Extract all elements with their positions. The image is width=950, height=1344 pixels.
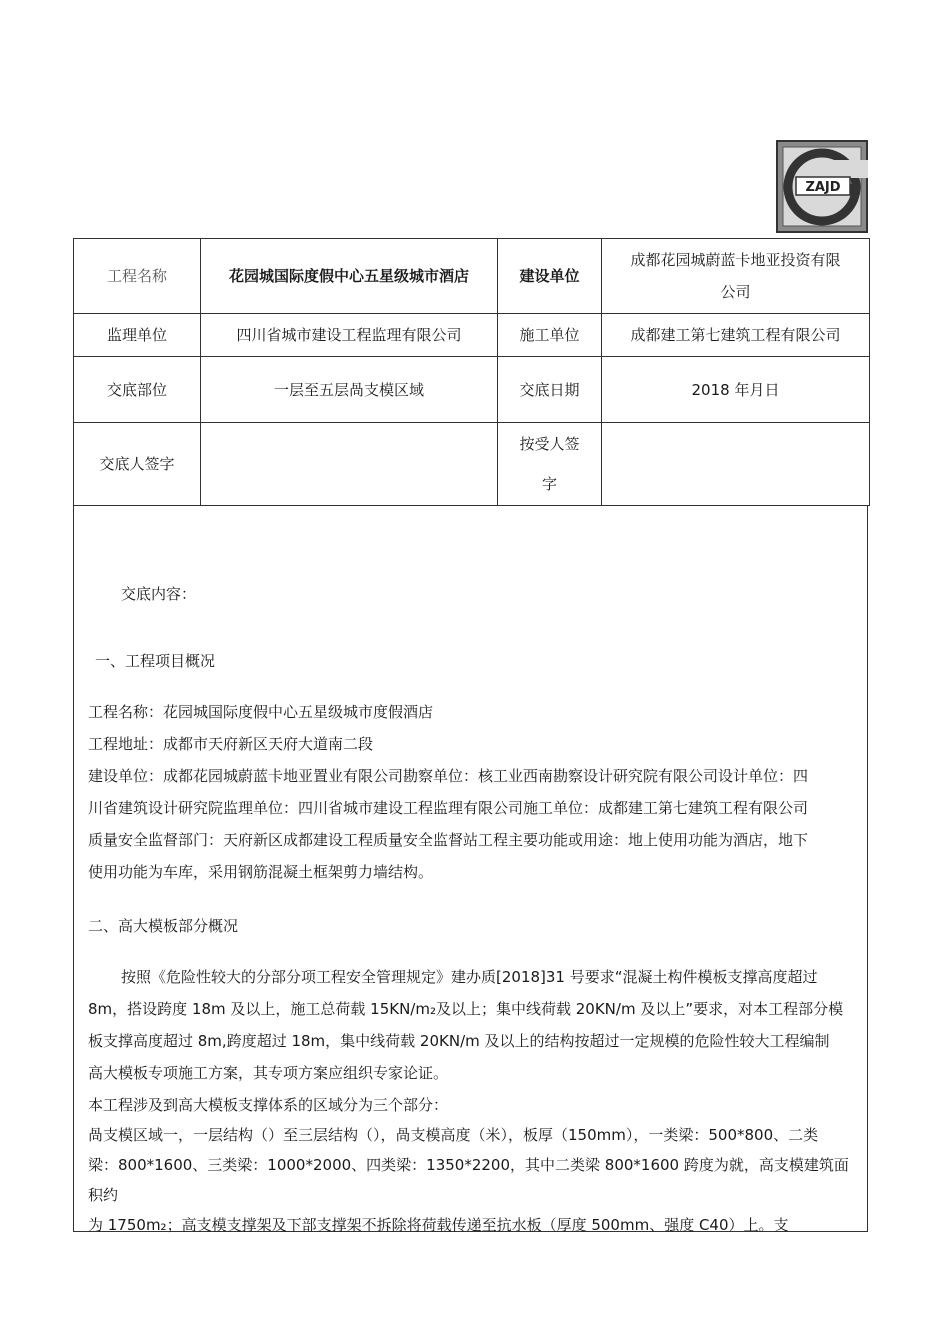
para3-line-1: 咼支模区域一，一层结构（）至三层结构（），咼支模高度（米），板厚（150mm），一类梁：500*800、二类 (88, 1126, 819, 1144)
units-line-3: 质量安全监督部门：天府新区成都建设工程质量安全监督站工程主要功能或用途：地上使用功能为酒店，地下 (88, 831, 809, 849)
value-owner-unit-line1: 成都花园城蔚蓝卡地亚投资有限 (630, 251, 841, 269)
value-disclosure-part: 一层至五层咼支模区域 (201, 357, 498, 423)
label-disclosure-part: 交底部位 (74, 357, 201, 423)
formwork-overview (88, 961, 858, 1089)
value-owner-unit (602, 239, 870, 314)
formwork-areas (88, 1090, 858, 1240)
section1-title: 一、工程项目概况 (95, 652, 216, 670)
para1-line-2: 8m，搭设跨度 18m 及以上，施工总荷载 15KN/m₂及以上；集中线荷载 20KN/m 及以上”要求，对本工程部分模 (88, 1000, 844, 1018)
value-construction-unit: 成都建工第七建筑工程有限公司 (602, 314, 870, 357)
para3-line-2: 梁：800*1600、三类梁：1000*2000、四类梁：1350*2200，其中二类梁 800*1600 跨度为就，高支模建筑面积约 (88, 1156, 849, 1204)
label-project-name: 工程名称 (74, 239, 201, 314)
receiver-signature-field (602, 423, 870, 506)
para1-line-1: 按照《危险性较大的分部分项工程安全管理规定》建办质[2018]31 号要求“混凝土构件模板支撑高度超过 (121, 968, 818, 986)
para3-line-3: 为 1750m₂；高支模支撑架及下部支撑架不拆除将荷载传递至抗水板（厚度 500mm、强度 C40）上。支 (88, 1216, 789, 1234)
para1-line-4: 高大模板专项施工方案，其专项方案应组织专家论证。 (88, 1064, 449, 1082)
units-line-2: 川省建筑设计研究院监理单位：四川省城市建设工程监理有限公司施工单位：成都建工第七建筑工程有限公司 (88, 799, 809, 817)
project-address-line: 工程地址：成都市天府新区天府大道南二段 (88, 735, 374, 753)
label-supervision-unit: 监理单位 (74, 314, 201, 357)
label-owner-unit: 建设单位 (498, 239, 602, 314)
row-signatures (74, 423, 870, 506)
label-receiver-signature-line2: 字 (541, 475, 557, 493)
units-line-4: 使用功能为车库，采用钢筋混凝土框架剪力墙结构。 (88, 863, 434, 881)
label-disclosure-date: 交底日期 (498, 357, 602, 423)
company-logo-icon (776, 140, 868, 233)
para2-line: 本工程涉及到高大模板支撑体系的区域分为三个部分： (88, 1096, 449, 1114)
row-project-name (74, 239, 870, 314)
discloser-signature-field (201, 423, 498, 506)
logo-text: ZAJD (805, 180, 841, 195)
label-receiver-signature (498, 423, 602, 506)
row-disclosure-part (74, 357, 870, 423)
value-disclosure-date: 2018 年月日 (602, 357, 870, 423)
value-project-name: 花园城国际度假中心五星级城市酒店 (201, 239, 498, 314)
project-name-line: 工程名称：花园城国际度假中心五星级城市度假酒店 (88, 703, 434, 721)
label-discloser-signature: 交底人签字 (74, 423, 201, 506)
project-info-table (73, 238, 870, 506)
label-receiver-signature-line1: 按受人签 (519, 435, 580, 453)
row-supervision (74, 314, 870, 357)
para1-line-3: 板支撑高度超过 8m,跨度超过 18m，集中线荷载 20KN/m 及以上的结构按超过一定规模的危险性较大工程编制 (88, 1032, 830, 1050)
project-overview (88, 696, 858, 888)
content-intro: 交底内容： (121, 585, 197, 603)
units-line-1: 建设单位：成都花园城蔚蓝卡地亚置业有限公司勘察单位：核工业西南勘察设计研究院有限公司设计单位：四 (88, 767, 809, 785)
value-supervision-unit: 四川省城市建设工程监理有限公司 (201, 314, 498, 357)
value-owner-unit-line2: 公司 (720, 283, 751, 301)
label-construction-unit: 施工单位 (498, 314, 602, 357)
section2-title: 二、高大模板部分概况 (88, 917, 239, 935)
